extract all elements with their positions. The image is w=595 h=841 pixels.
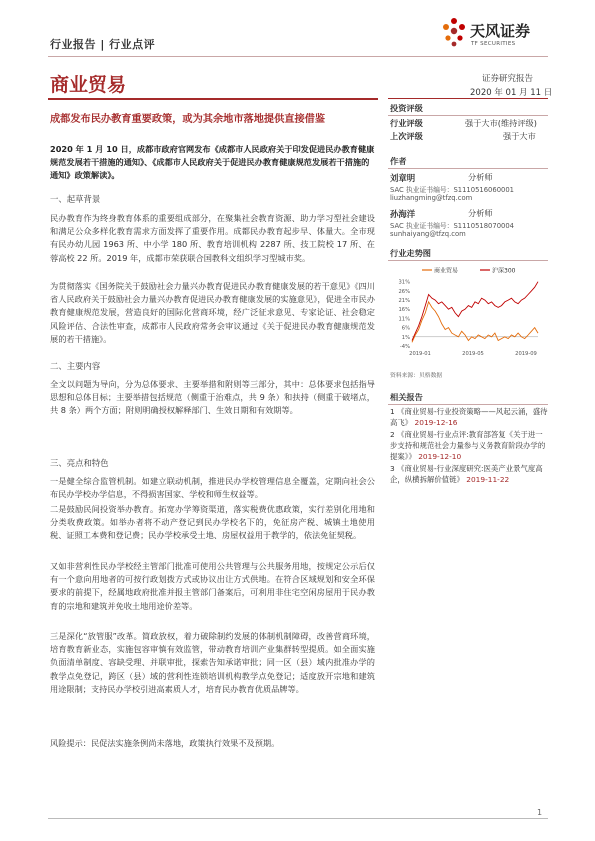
sector-divider [48,98,378,100]
body-paragraph: 为贯彻落实《国务院关于鼓励社会力量兴办教育促进民办教育健康发展的若干意见》《四川省人民政府关于鼓励社会力量兴办教育促进民办教育健康发展的实施意见》，促进全市民办教育健康规范发展，营造良好的国际化营商环境，经广泛征求意见、专家论证、社会稳定风险评估、合法性审查，成都市人民政府常务会审议通过《关于促进民办教育健康规范发展的若干措施》。 [50,281,375,344]
body-paragraph: 一是健全综合监管机制。如建立联动机制，推进民办学校管理信息全覆盖，定期向社会公布民办学校办学信息，不得损害国家、学校和师生权益等。 [50,476,375,500]
author-name: 孙海洋 [390,209,416,219]
x-tick-label: 2019-09 [515,351,537,357]
invest-rating-label: 投资评级 [390,103,423,113]
section-heading-background: 一、起草背景 [50,194,101,204]
header-divider [48,56,548,57]
legend-label-0: 商业贸易 [434,267,459,275]
sector-name: 商业贸易 [50,74,127,96]
y-tick-label: 16% [398,307,410,314]
related-report-title[interactable]: 3 《商业贸易-行业深度研究:医美产业景气度高企，纵横拆解价值链》 [390,464,543,484]
report-category: 行业报告 | 行业点评 [50,38,156,51]
brand-name: 天风证券 [470,22,531,40]
author-email[interactable]: liuzhangming@tfzq.com [390,194,473,202]
related-report-date: 2019-12-10 [418,452,462,461]
related-report-item[interactable] [390,463,550,485]
rating-divider [388,115,548,116]
author-email[interactable]: sunhaiyang@tfzq.com [390,230,466,238]
chart-divider [388,260,548,261]
legend-label-1: 沪深300 [492,267,516,275]
related-divider [388,404,548,405]
brand-name-en: TF SECURITIES [471,41,516,47]
related-report-title[interactable]: 2 《商业贸易-行业点评:教育部答复《关于进一步支持和规范社会力量参与义务教育阶段办学的提案》》 [390,430,546,461]
series-line-0 [412,302,538,342]
logo-mark-icon [440,16,468,52]
y-tick-label: 26% [398,288,410,295]
sidebar-divider [388,98,548,99]
section-heading-content: 二、主要内容 [50,361,101,371]
body-paragraph: 二是鼓励民间投资举办教育。拓宽办学筹资渠道，落实税费优惠政策，实行差别化用地和分类收费政策。如举办者将不动产登记到民办学校名下的，免征房产税、城镇土地使用税、证照工本费和登记费；民办学校承受土地、房屋权益用于教学的，依法免征契税。 [50,504,375,541]
y-tick-label: 31% [398,279,410,286]
y-tick-label: 11% [398,316,410,323]
related-heading: 相关报告 [390,392,423,402]
authors-heading: 作者 [390,156,407,166]
body-paragraph: 全文以问题为导向，分为总体要求、主要举措和附则等三部分，其中：总体要求包括指导思想和总体目标；主要举措包括规范（侧重于治难点，共 9 条）和扶持（侧重于破堵点，共 8 条）两个方面；附则明确授权解释部门、生效日期和有效期等。 [50,379,375,416]
lead-paragraph: 2020 年 1 月 10 日，成都市政府官网发布《成都市人民政府关于印发促进民办教育健康规范发展若干措施的通知》、《成都市人民政府关于促进民办教育健康规范发展若干措施的通知》政策解读》。 [50,144,375,180]
author-cert: SAC 执业证书编号：S1110518070004 [390,222,514,230]
body-paragraph: 民办教育作为终身教育体系的重要组成部分，在聚集社会教育资源、助力学习型社会建设和满足公众多样化教育需求方面发挥了重要作用。成都民办教育起步早、体量大。全市现有民办幼儿园 1963 所、中小学 180 所、教育培训机构 2287 所、技工院校 17 所、在蓉高校 22 所。2019 年，成都市荣获联合国教科文组织学习型城市奖。 [50,213,375,263]
brand-logo [440,14,550,54]
related-report-date: 2019-11-22 [466,475,510,484]
industry-trend-chart [388,262,548,362]
chart-source: 资料来源：贝格数据 [390,373,443,379]
y-tick-label: 21% [398,298,410,305]
chart-legend [422,267,516,275]
chart-heading: 行业走势图 [390,248,431,258]
series-line-1 [412,282,538,341]
y-tick-label: 1% [401,334,410,341]
body-paragraph: 又如非营利性民办学校经主管部门批准可使用公共管理与公共服务用地，按规定公示后仅有一个意向用地者的可按行政划拨方式或协议出让方式供地。在符合区域规划和安全环保要求的前提下，经属地政府批准并报主管部门备案后，可利用非住宅空闲房屋用于民办教育的宗地和建筑并免收土地用途价差等。 [50,561,375,611]
author-title: 分析师 [468,172,493,182]
related-report-date: 2019-12-16 [414,418,458,427]
industry-rating-value: 强于大市(维持评级) [465,118,537,128]
section-heading-highlights: 三、亮点和特色 [50,458,109,468]
author-cert: SAC 执业证书编号：S1110516060001 [390,186,514,194]
related-report-title[interactable]: 1 《商业贸易-行业投资策略——风起云涌，盛待高飞》 [390,407,548,427]
related-report-item[interactable] [390,429,550,462]
risk-warning: 风险提示：民促法实施条例尚未落地，政策执行效果不及预期。 [50,738,280,748]
y-tick-label: -4% [399,344,410,350]
authors-divider [388,168,548,169]
chart-canvas [388,262,548,362]
page-number: 1 [537,808,543,817]
y-tick-label: 6% [401,325,410,332]
report-title: 成都发布民办教育重要政策，或为其余地市落地提供直接借鉴 [50,114,326,125]
related-report-item[interactable] [390,406,550,428]
body-paragraph: 三是深化“放管服”改革。简政放权，着力破除制约发展的体制机制障碍，改善营商环境，培育教育新业态，实施包容审慎有效监管，带动教育培训产业集群转型提质。如全面实施负面清单制度、容缺受理、并联审批，探索告知承诺审批；同一区（县）域内批准办学的教学点免登记，跨区（县）域的营利性连锁培训机构教学点免登记；适度放开宗地和建筑用途限制；支持民办学校引进高素质人才，培育民办教育优质品牌等。 [50,631,375,694]
doc-date: 2020 年 01 月 11 日 [470,88,553,98]
doc-type: 证券研究报告 [482,74,534,84]
x-tick-label: 2019-01 [409,351,431,357]
industry-rating-label: 行业评级 [390,118,423,128]
footer-divider [48,818,548,819]
author-name: 刘章明 [390,173,416,183]
author-title: 分析师 [468,208,493,218]
x-tick-label: 2019-05 [462,351,484,357]
previous-rating-label: 上次评级 [390,131,423,141]
previous-rating-value: 强于大市 [503,131,536,141]
